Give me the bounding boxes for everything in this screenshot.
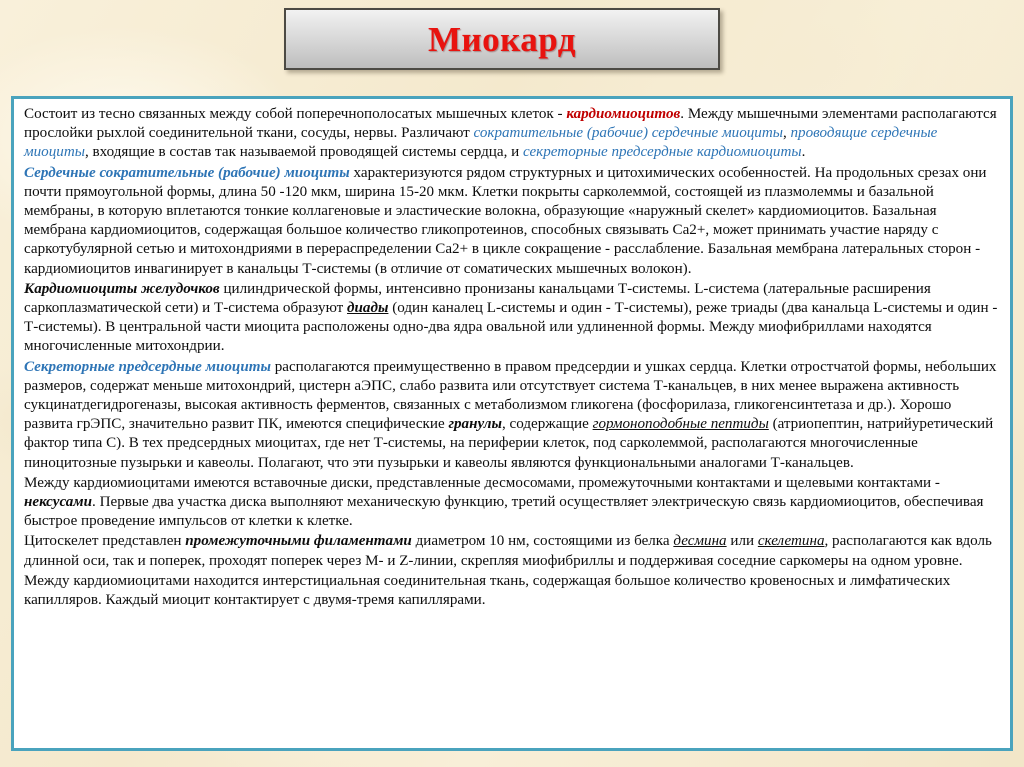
term-secretory-cardiomyocytes: секреторные предсердные кардиомиоциты [522,144,802,161]
term-granules: гранулы [448,416,502,433]
p7-run1: Между кардиомиоцитами находится интерстициальная соединительная ткань, содержащая большое количество кровеносных и лимфатических капилляров. Каждый миоцит контактирует с двумя-тремя капиллярами. [24,572,951,609]
p5-run1: Между кардиомиоцитами имеются вставочные диски, представленные десмосомами, промежуточными контактами и щелевыми контактами - [24,474,940,491]
p5-run3: . Первые два участка диска выполняют механическую функцию, третий осуществляет электрическую связь кардиомиоцитов, обеспечивая быстрое проведение импульсов от клетки к клетке. [24,494,984,530]
term-nexuses: нексусами [24,494,93,511]
term-cardiomyocytes: кардиомиоцитов [566,106,681,122]
paragraph-definition [24,105,1000,163]
slide-title-plate [284,8,720,70]
heading-ventricular-cardiomyocytes: Кардиомиоциты желудочков [24,280,220,297]
p4-run4: , содержащие [502,416,593,433]
term-contractile-myocytes: сократительные (рабочие) сердечные миоциты [473,125,783,142]
p1-run3: . Между мышечными элементами располагаются прослойки рыхлой соединительной ткани, сосуды, нервы. Различают [24,106,997,142]
p6-run7: , располагаются как вдоль длинной оси, так и поперек, проходят поперек через M- и Z-линии, скрепляя миофибриллы и поддерживая соседние саркомеры на одном уровне. [24,533,992,569]
paragraph-interstitial-tissue [24,572,1000,610]
p1-run5: , [782,125,791,142]
term-conducting-myocytes: проводящие сердечные миоциты [24,125,938,161]
paragraph-cytoskeleton [24,532,1000,570]
term-skeletin: скелетина [757,533,825,550]
p3-run2: цилиндрической формы, интенсивно пронизаны канальцами Т-системы. L-система (латеральные расширения саркоплазматической сети) и Т-система образуют [24,280,931,317]
p4-run2: располагаются преимущественно в правом предсердии и ушках сердца. Клетки отростчатой формы, небольших размеров, содержат меньше митохондрий, цистерн аЭПС, слабо развита или отсутствует система Т-канальцев, в них менее выражена активность сукцинатдегидрогеназы, высокая активность ферментов, связанных с метаболизмом гликогена (фосфорилаза, гликогенсинтетаза и др.). Хорошо развита грЭПС, значительно развит ПК, имеются специфические [24,358,997,433]
p3-run4: (один каналец L-системы и один - Т-системы), реже триады (два канальца L-системы и один - Т-системы). В центральной части миоцита расположены одно-два ядра овальной или удлиненной формы. Между миофибриллами находятся многочисленные митохондрии. [24,300,998,355]
term-desmin: десмина [673,533,727,550]
p2-body: характеризуются рядом структурных и цитохимических особенностей. На продольных срезах они почти прямоугольной формы, длина 50 -120 мкм, ширина 15-20 мкм. Клетки покрыты сарколеммой, состоящей из плазмолеммы и базальной мембраны, в которую вплетаются тонкие коллагеновые и эластические волокна, образующие «наружный скелет» кардиомиоцитов. Базальная мембрана кардиомиоцитов, содержащая большое количество гликопротеинов, способных связывать Ca2+, может принимать участие наряду с саркотубулярной сетью и митохондриями в перераспределении Ca2+ в цикле сокращение - расслабление. Базальная мембрана латеральных сторон - кардиомиоцитов инвагинирует в канальцы Т-системы (в отличие от соматических мышечных волокон). [24,164,987,277]
heading-secretory-atrial-myocytes: Секреторные предсердные миоциты [24,358,271,375]
term-diads: диады [347,300,389,317]
paragraph-ventricular-cardiomyocytes [24,280,1000,357]
heading-contractile-myocytes: Сердечные сократительные (рабочие) миоциты [24,164,350,181]
paragraph-secretory-atrial-myocytes [24,358,1000,473]
p1-run7: , входящие в состав так называемой проводящей системы сердца, и [84,144,523,161]
paragraph-intercalated-discs [24,474,1000,532]
term-hormone-like-peptides: гормоноподобные пептиды [592,416,769,433]
p6-run5: или [726,533,758,550]
term-intermediate-filaments: промежуточными филаментами [185,533,412,550]
page-title: Миокард [427,19,577,59]
p4-run6: (атриопептин, натрийуретический фактор типа С). В тех предсердных миоцитах, где нет Т-системы, на периферии клеток, под сарколеммой, располагаются многочисленные пиноцитозные пузырьки и кавеолы. Полагают, что эти пузырьки и кавеолы являются функциональными аналогами Т-канальцев. [24,416,994,471]
slide-content-box [11,96,1013,751]
p1-run9: . [801,144,806,161]
p6-run1: Цитоскелет представлен [24,533,186,550]
p6-run3: диаметром 10 нм, состоящими из белка [411,533,674,550]
p1-run1: Состоит из тесно связанных между собой поперечнополосатых мышечных клеток - [24,106,567,122]
paragraph-contractile-myocytes [24,164,1000,279]
